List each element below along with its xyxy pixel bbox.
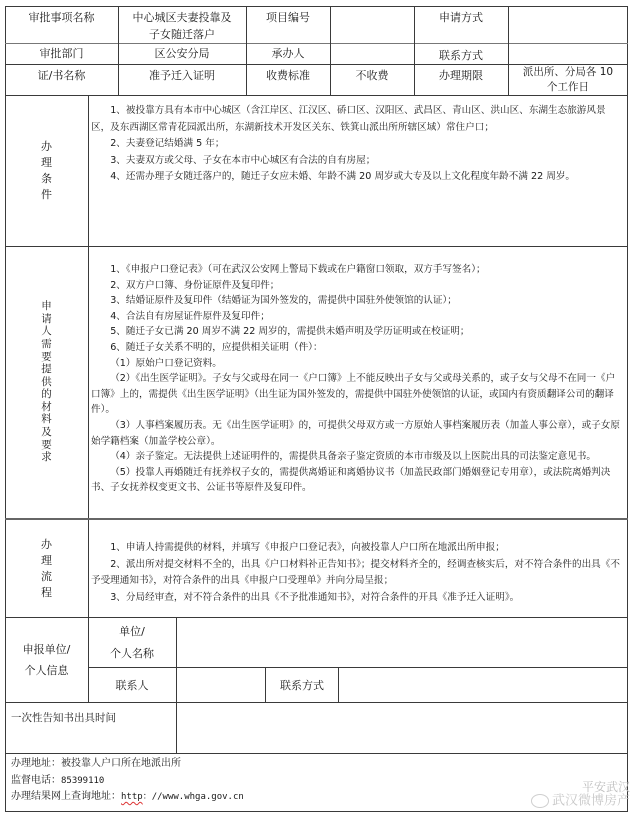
condition-item: 3、夫妻双方或父母、子女在本市中心城区有合法的自有房屋；	[110, 154, 376, 166]
label-char: 料	[41, 413, 52, 426]
material-item: 6、随迁子女关系不明的，应提供相关证明（件）：	[110, 341, 323, 353]
label-char: 程	[41, 585, 52, 599]
watermark-text: 武汉微博房产	[551, 793, 630, 808]
address-value: 被投靠人户口所在地派出所	[61, 758, 181, 769]
watermark-line1: 平安武汉	[581, 779, 630, 794]
label-approval-dept: 审批部门	[39, 47, 84, 60]
label-contact-method-2: 联系方式	[280, 678, 324, 692]
contact-method-value[interactable]	[508, 44, 628, 64]
label-processing-period: 办理期限	[439, 69, 483, 82]
section-label-process	[5, 520, 88, 617]
label-contact-person: 联系人	[115, 678, 149, 692]
condition-item: 1、被投靠方具有本市中心城区（含江岸区、江汉区、硚口区、汉阳区、武昌区、青山区、洪山区、东湖生态旅游风景区，及东西湖区常青花园派出所，东湖新技术开发区关东、铁箕山派出所所辖区域）常住户口；	[91, 105, 606, 133]
material-item: 2、双方户口簿、身份证原件及复印件；	[110, 279, 280, 291]
label-notice-issue-time: 一次性告知书出具时间	[11, 712, 116, 724]
label-char: 要	[41, 438, 52, 451]
label-char: 及	[41, 426, 52, 439]
material-item: （5）投靠人再婚随迁有抚养权子女的，需提供离婚证和离婚协议书（加盖民政部门婚姻登记专用章），或法院离婚判决书、子女抚养权变更文书、公证书等原件及复印件。	[91, 466, 611, 494]
watermark-line2	[531, 794, 630, 809]
label-certificate-name: 证/书名称	[37, 69, 86, 82]
approval-dept-value: 区公安分局	[154, 47, 210, 60]
label-char: 申	[41, 300, 52, 313]
label-item-name: 审批事项名称	[28, 11, 95, 24]
material-item: （2）《出生医学证明》。子女与父或母在同一《户口簿》上不能反映出子女与父或母关系的，或子女与父母不在同一《户口簿》上的，需提供《出生医学证明》（出生证为国外签发的，需提供中国驻外使领馆的认证，或国内有资质翻译公司的翻译件）。	[91, 373, 616, 416]
condition-item: 4、还需办理子女随迁落户的，随迁子女应未婚、年龄不满 20 周岁或大专及以上文化程度年龄不满 22 周岁。	[110, 171, 576, 182]
material-item: 5、随迁子女已满 20 周岁不满 22 周岁的，需提供未婚声明及学历证明或在校证明；	[110, 326, 470, 338]
label-char: 流	[41, 569, 52, 583]
label-char: 件	[41, 187, 52, 201]
label-char: 理	[41, 553, 52, 567]
material-item: 3、结婚证原件及复印件（结婚证为国外签发的，需提供中国驻外使领馆的认证）；	[110, 295, 457, 307]
section-label-materials	[5, 246, 88, 518]
process-step: 2、派出所对提交材料不全的，出具《户口材料补正告知书》；提交材料齐全的，经调查核实后，对不符合条件的出具《不予受理通知书》，对符合条件的出具《申报户口受理单》并向分局呈报；	[91, 558, 620, 586]
footer-info	[11, 756, 244, 806]
phone-value: 85399110	[61, 775, 105, 786]
section-label-conditions	[5, 95, 88, 246]
label-char: 材	[41, 400, 52, 413]
label-char: 办	[41, 139, 52, 153]
label-applicant-info	[5, 618, 88, 702]
label-char: 人	[41, 325, 52, 338]
label-unit-name	[88, 618, 176, 667]
contact-method-field[interactable]	[339, 668, 627, 702]
process-content	[91, 540, 624, 606]
handler-value[interactable]	[330, 44, 414, 64]
divider	[5, 95, 628, 96]
divider	[5, 753, 628, 754]
label-item-number: 项目编号	[266, 11, 310, 24]
label-line: 申报单位/	[22, 643, 71, 656]
label-char: 供	[41, 375, 52, 388]
divider	[5, 518, 628, 520]
query-url-link[interactable]	[121, 792, 244, 802]
unit-name-field[interactable]	[177, 618, 627, 667]
label-char: 提	[41, 363, 52, 376]
label-char: 要	[41, 350, 52, 363]
url-rest: ：//www.whga.gov.cn	[142, 792, 244, 802]
url-prefix: http	[121, 792, 143, 802]
weibo-watermark	[531, 780, 630, 809]
footer-query-line	[11, 789, 244, 806]
certificate-name-value: 准予迁入证明	[149, 69, 215, 82]
label-char: 请	[41, 312, 52, 325]
address-label: 办理地址：	[11, 758, 61, 769]
item-name-value: 中心城区夫妻投靠及子女随迁落户	[132, 11, 232, 41]
label-fee-standard: 收费标准	[266, 69, 310, 82]
apply-method-value[interactable]	[508, 6, 628, 43]
footer-phone-line	[11, 773, 244, 790]
divider	[5, 246, 628, 247]
label-char: 求	[41, 451, 52, 464]
label-line: 个人信息	[24, 664, 69, 677]
label-contact-method: 联系方式	[439, 49, 483, 62]
material-item: 1、《申报户口登记表》（可在武汉公安网上警局下载或在户籍窗口领取，双方手写签名）；	[110, 264, 486, 275]
label-char: 理	[41, 155, 52, 169]
contact-person-field[interactable]	[177, 668, 265, 702]
item-number-value[interactable]	[330, 6, 414, 43]
label-char: 办	[41, 537, 52, 551]
materials-content	[91, 262, 624, 496]
label-char: 条	[41, 171, 52, 185]
footer-address-line	[11, 756, 244, 773]
notice-issue-time-field[interactable]	[177, 703, 627, 753]
query-label: 办理结果网上查询地址：	[11, 791, 121, 802]
material-item: 4、合法自有房屋证件原件及复印件；	[110, 310, 270, 322]
conditions-content	[91, 103, 624, 186]
phone-label: 监督电话：	[11, 774, 61, 786]
label-line: 单位/	[119, 624, 145, 638]
material-item: （4）亲子鉴定。无法提供上述证明件的，需提供具备亲子鉴定资质的本市市级及以上医院出具的司法鉴定意见书。	[110, 451, 596, 463]
label-apply-method: 申请方式	[439, 11, 483, 24]
material-item: （1）原始户口登记资料。	[110, 357, 222, 369]
processing-period-value: 派出所、分局各 10 个工作日	[522, 66, 614, 93]
label-handler: 承办人	[271, 47, 305, 60]
label-char: 需	[41, 337, 52, 350]
process-step: 1、申请人持需提供的材料，并填写《申报户口登记表》，向被投靠人户口所在地派出所申报；	[110, 542, 505, 553]
label-char: 的	[41, 388, 52, 401]
process-step: 3、分局经审查，对不符合条件的出具《不予批准通知书》，对符合条件的开具《准予迁入证明》。	[110, 591, 520, 603]
label-line: 个人名称	[110, 646, 154, 660]
divider	[88, 95, 89, 702]
material-item: （3）人事档案履历表。无《出生医学证明》的，可提供父母双方或一方原始人事档案履历表（加盖人事公章），或子女原始学籍档案（加盖学校公章）。	[91, 419, 620, 447]
fee-standard-value: 不收费	[355, 69, 389, 82]
weibo-logo-icon	[531, 794, 549, 808]
condition-item: 2、夫妻登记结婚满 5 年；	[110, 138, 225, 149]
